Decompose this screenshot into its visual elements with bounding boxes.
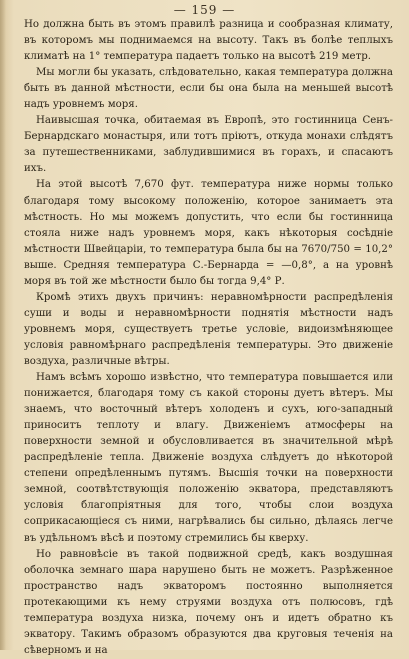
page-number: — 159 — (173, 3, 236, 17)
paragraph: Кромѣ этихъ двухъ причинъ: неравномѣрности распредѣленія суши и воды и неравномѣрности поднятія мѣстности надъ уровнемъ моря, существуетъ третье условіе, видоизмѣняющее условія равномѣрнаго распредѣленія температуры. Это движеніе воздуха, различные вѣтры. (24, 291, 393, 367)
paragraph: На этой высотѣ 7,670 фут. температура ниже нормы только благодаря тому высокому положенію, которое занимаетъ эта мѣстность. Но мы можемъ допустить, что если бы гостинница стояла ниже надъ уровнемъ моря, какъ нѣкоторыя сосѣдніе мѣстности Швейцаріи, то температура была бы на 7670/750 = 10,2° выше. Средняя температура С.-Бернарда = —0,8°, а на уровнѣ моря въ той же мѣстности было бы тогда 9,4° Р. (24, 179, 393, 287)
paragraph: Мы могли бы указать, слѣдовательно, какая температура должна быть въ данной мѣстности, если бы она была на меньшей высотѣ надъ уровнемъ моря. (24, 67, 393, 111)
paragraph: Наивысшая точка, обитаемая въ Европѣ, это гостинница Сенъ-Бернардскаго монастыря, или тотъ пріютъ, откуда монахи слѣдятъ за путешественниками, заблудившимися въ горахъ, и спасаютъ ихъ. (24, 115, 393, 175)
page-body (24, 17, 393, 659)
binding-shadow (0, 0, 6, 650)
paragraph: Но равновѣсіе въ такой подвижной средѣ, какъ воздушная оболочка земнаго шара нарушено быть не можетъ. Разрѣженное пространство надъ экваторомъ постоянно выполняется протекающими къ нему струями воздуха отъ полюсовъ, гдѣ температура воздуха низка, почему онъ и идетъ обратно къ экватору. Такимъ образомъ образуются два круговыя теченія на сѣверномъ и на (24, 548, 393, 656)
paragraph: Но должна быть въ этомъ правилѣ разница и сообразная климату, въ которомъ мы поднимаемся на высоту. Такъ въ болѣе теплыхъ климатѣ на 1° температура падаетъ только на высотѣ 219 метр. (24, 19, 393, 63)
paragraph: Намъ всѣмъ хорошо извѣстно, что температура повышается или понижается, благодаря тому съ какой стороны дуетъ вѣтеръ. Мы знаемъ, что восточный вѣтеръ холоденъ и сухъ, юго-западный приноситъ теплоту и влагу. Движеніемъ атмосферы на поверхности земной и обусловливается въ значительной мѣрѣ распредѣленіе тепла. Движеніе воздуха слѣдуетъ до нѣкоторой степени опредѣленнымъ путямъ. Высшія точки на поверхности земной, соотвѣтствующія положенію экватора, представляютъ условія благопріятныя для того, чтобы слои воздуха соприкасающіеся съ ними, нагрѣвались бы сильно, дѣлаясь легче въ удѣльномъ вѣсѣ и поэтому стремились бы кверху. (24, 372, 393, 544)
